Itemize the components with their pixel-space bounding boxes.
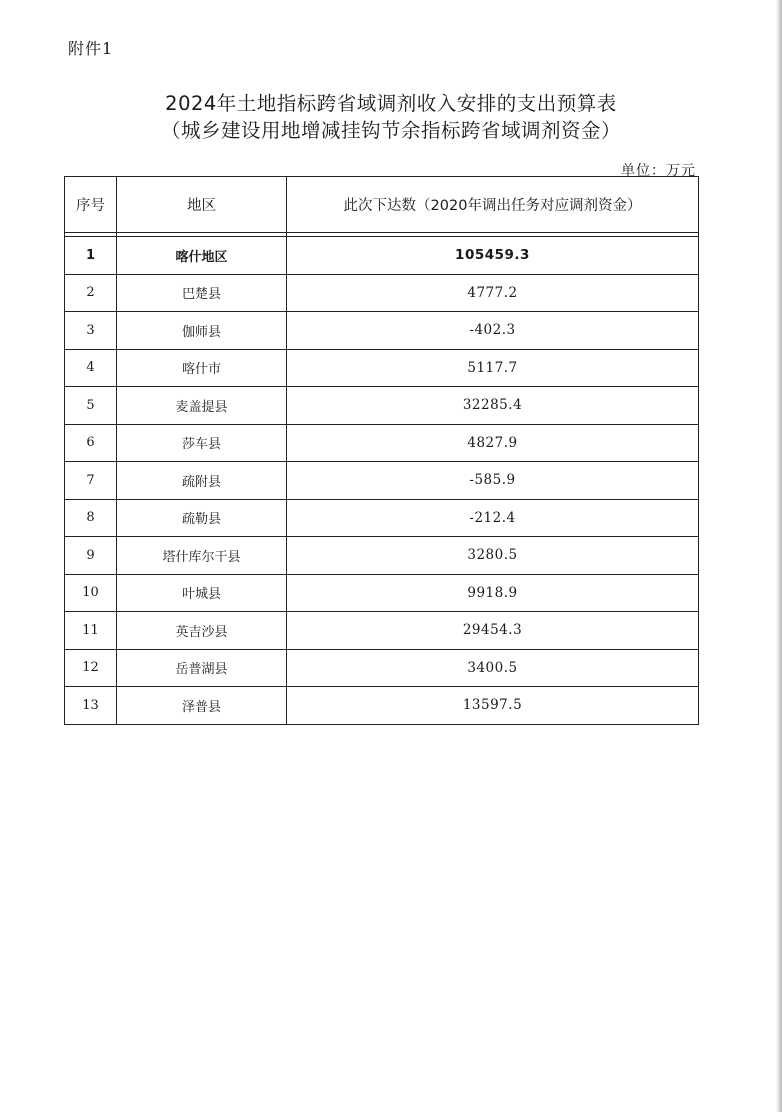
row-index: 3 (65, 312, 117, 350)
unit-label: 单位：万元 (621, 163, 696, 179)
row-amount: 5117.7 (287, 349, 699, 387)
table-header-row (65, 177, 699, 233)
row-region: 巴楚县 (117, 274, 287, 312)
row-index: 9 (65, 537, 117, 575)
header-amount: 此次下达数（2020年调出任务对应调剂资金） (287, 177, 699, 233)
table-row (65, 462, 699, 500)
row-amount: 13597.5 (287, 687, 699, 725)
attachment-label: 附件1 (68, 39, 114, 58)
row-amount: 9918.9 (287, 574, 699, 612)
row-amount: -212.4 (287, 499, 699, 537)
table-row (65, 499, 699, 537)
table-row (65, 312, 699, 350)
row-amount: 29454.3 (287, 612, 699, 650)
row-region: 叶城县 (117, 574, 287, 612)
row-region: 莎车县 (117, 424, 287, 462)
row-region: 疏勒县 (117, 499, 287, 537)
row-region: 泽普县 (117, 687, 287, 725)
row-amount: -402.3 (287, 312, 699, 350)
table-body (65, 237, 699, 725)
header-index: 序号 (65, 177, 117, 233)
table-row (65, 237, 699, 275)
scan-edge-shadow (776, 0, 782, 1112)
table-row (65, 687, 699, 725)
row-index: 10 (65, 574, 117, 612)
table-row (65, 612, 699, 650)
row-region: 英吉沙县 (117, 612, 287, 650)
table-row (65, 274, 699, 312)
row-amount: 4827.9 (287, 424, 699, 462)
table-row (65, 574, 699, 612)
row-region: 麦盖提县 (117, 387, 287, 425)
row-amount: 32285.4 (287, 387, 699, 425)
row-index: 4 (65, 349, 117, 387)
header-region: 地区 (117, 177, 287, 233)
row-index: 13 (65, 687, 117, 725)
row-index: 1 (65, 237, 117, 275)
row-region: 喀什地区 (117, 237, 287, 275)
row-region: 塔什库尔干县 (117, 537, 287, 575)
row-index: 11 (65, 612, 117, 650)
row-region: 疏附县 (117, 462, 287, 500)
table-row (65, 387, 699, 425)
document-title-line1: 2024年土地指标跨省域调剂收入安排的支出预算表 (165, 92, 617, 115)
row-index: 12 (65, 649, 117, 687)
row-region: 喀什市 (117, 349, 287, 387)
row-index: 5 (65, 387, 117, 425)
row-amount: 3400.5 (287, 649, 699, 687)
table-row (65, 537, 699, 575)
row-index: 2 (65, 274, 117, 312)
row-amount: -585.9 (287, 462, 699, 500)
row-amount: 4777.2 (287, 274, 699, 312)
row-region: 伽师县 (117, 312, 287, 350)
table-row (65, 424, 699, 462)
table-row (65, 649, 699, 687)
budget-table (64, 176, 699, 725)
row-index: 8 (65, 499, 117, 537)
document-title-line2: （城乡建设用地增减挂钩节余指标跨省域调剂资金） (160, 119, 621, 142)
row-amount: 3280.5 (287, 537, 699, 575)
row-amount: 105459.3 (287, 237, 699, 275)
table-row (65, 349, 699, 387)
row-region: 岳普湖县 (117, 649, 287, 687)
row-index: 6 (65, 424, 117, 462)
row-index: 7 (65, 462, 117, 500)
